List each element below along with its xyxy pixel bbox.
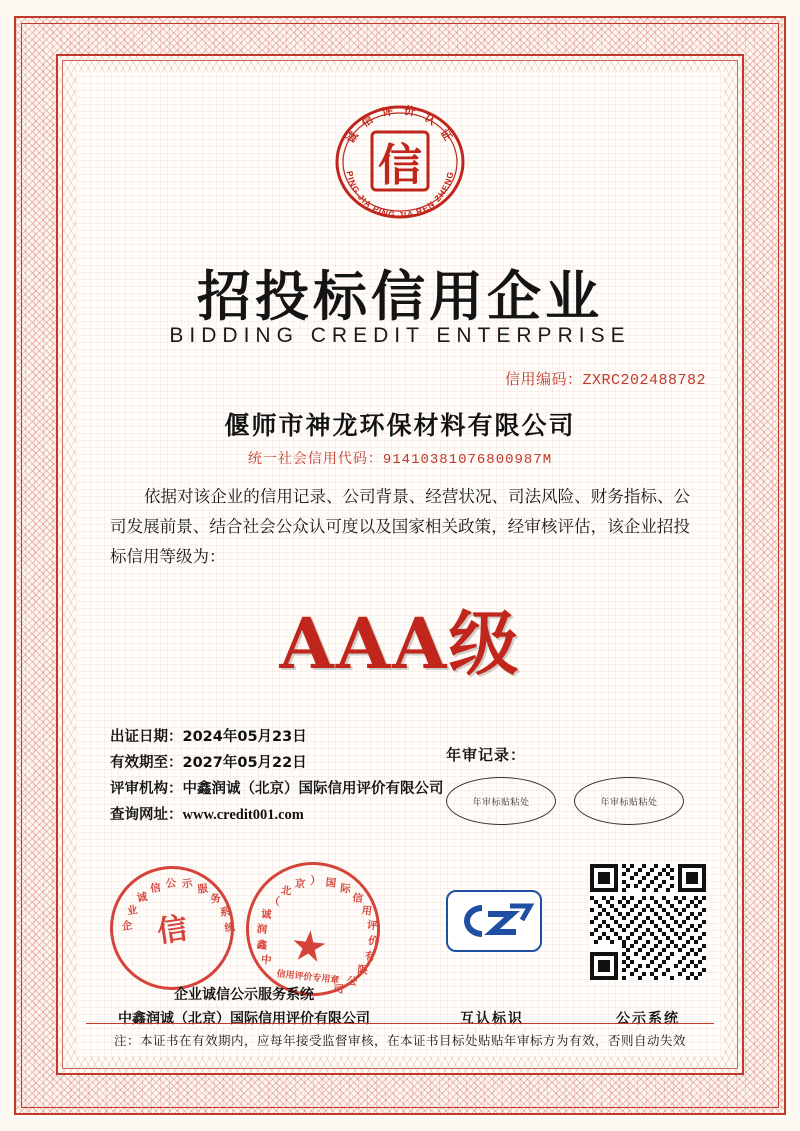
annual-review-slots bbox=[446, 777, 684, 825]
credit-number-label: 信用编码： bbox=[504, 371, 583, 388]
detail-review-agency-label: 评审机构： bbox=[110, 781, 183, 797]
credit-number bbox=[505, 368, 706, 389]
annual-review-title: 年审记录： bbox=[446, 746, 527, 764]
annual-review-section bbox=[446, 744, 684, 825]
unified-social-credit-code bbox=[76, 448, 724, 468]
certificate-details bbox=[110, 724, 444, 828]
detail-query-url-label: 查询网址： bbox=[110, 807, 183, 823]
seal-1-ring-text: 企 业 诚 信 公 示 服 务 系 统 bbox=[121, 878, 236, 935]
qr-code[interactable] bbox=[590, 864, 706, 980]
detail-query-url-value[interactable]: www.credit001.com bbox=[182, 807, 304, 823]
footer-note: 注：本证书在有效期内，应每年接受监督审核，在本证书目标处贴贴年审标方为有效，否则自动失效 bbox=[86, 1023, 714, 1049]
detail-valid-until-value: 2027年05月22日 bbox=[182, 755, 307, 771]
certification-emblem-icon bbox=[326, 100, 474, 222]
seal-2-caption: 中鑫润诚（北京）国际信用评价有限公司 bbox=[118, 1011, 370, 1027]
seal-1-caption: 企业诚信公示服务系统 bbox=[174, 987, 314, 1003]
company-name: 偃师市神龙环保材料有限公司 bbox=[224, 411, 576, 440]
svg-text:PING JIA PING JIA REN ZHENG: PING JIA PING JIA REN ZHENG bbox=[344, 169, 456, 221]
page-title: 招投标信用企业 bbox=[197, 265, 603, 328]
detail-issue-date-label: 出证日期： bbox=[110, 729, 183, 745]
seal-2-bottom-text: 信用评价专用章 bbox=[276, 968, 340, 986]
uscc-value: 91410381076800987M bbox=[382, 452, 553, 468]
annual-review-slot-2: 年审标贴粘处 bbox=[574, 777, 684, 825]
emblem-container bbox=[76, 100, 724, 222]
svg-text:诚 信 评 价 认 证: 诚 信 评 价 认 证 bbox=[343, 103, 457, 146]
detail-query-url bbox=[110, 802, 444, 828]
detail-review-agency-value: 中鑫润诚（北京）国际信用评价有限公司 bbox=[182, 781, 444, 797]
annual-review-slot-1: 年审标贴粘处 bbox=[446, 777, 556, 825]
svg-text:信: 信 bbox=[378, 140, 422, 191]
seal-credit-public-system bbox=[102, 858, 242, 998]
mutual-recognition-logo-icon bbox=[446, 890, 542, 952]
seal-2-ring-text: 中 鑫 润 诚 （ 北 京 ） 国 际 信 用 评 价 有 限 公 司 bbox=[256, 876, 379, 996]
detail-issue-date bbox=[110, 724, 444, 750]
seal-review-agency bbox=[239, 855, 386, 1002]
detail-review-agency bbox=[110, 776, 444, 802]
mutual-recognition-caption: 互认标识 bbox=[460, 1011, 524, 1027]
seal-area bbox=[94, 862, 706, 1027]
public-system-caption: 公示系统 bbox=[616, 1011, 680, 1027]
uscc-label: 统一社会信用代码： bbox=[247, 452, 383, 467]
detail-issue-date-value: 2024年05月23日 bbox=[182, 729, 307, 745]
credit-grade: AAA级 bbox=[279, 602, 521, 685]
seal-1-center-char: 信 bbox=[155, 911, 190, 951]
certificate-body-text: 依据对该企业的信用记录、公司背景、经营状况、司法风险、财务指标、公司发展前景、结合社会公众认可度以及国家相关政策，经审核评估，该企业招投标信用等级为： bbox=[110, 487, 690, 566]
detail-valid-until bbox=[110, 750, 444, 776]
detail-valid-until-label: 有效期至： bbox=[110, 755, 183, 771]
page-subtitle-english: BIDDING CREDIT ENTERPRISE bbox=[169, 324, 631, 347]
credit-number-value: ZXRC202488782 bbox=[582, 372, 706, 389]
certificate-content bbox=[76, 72, 724, 1057]
